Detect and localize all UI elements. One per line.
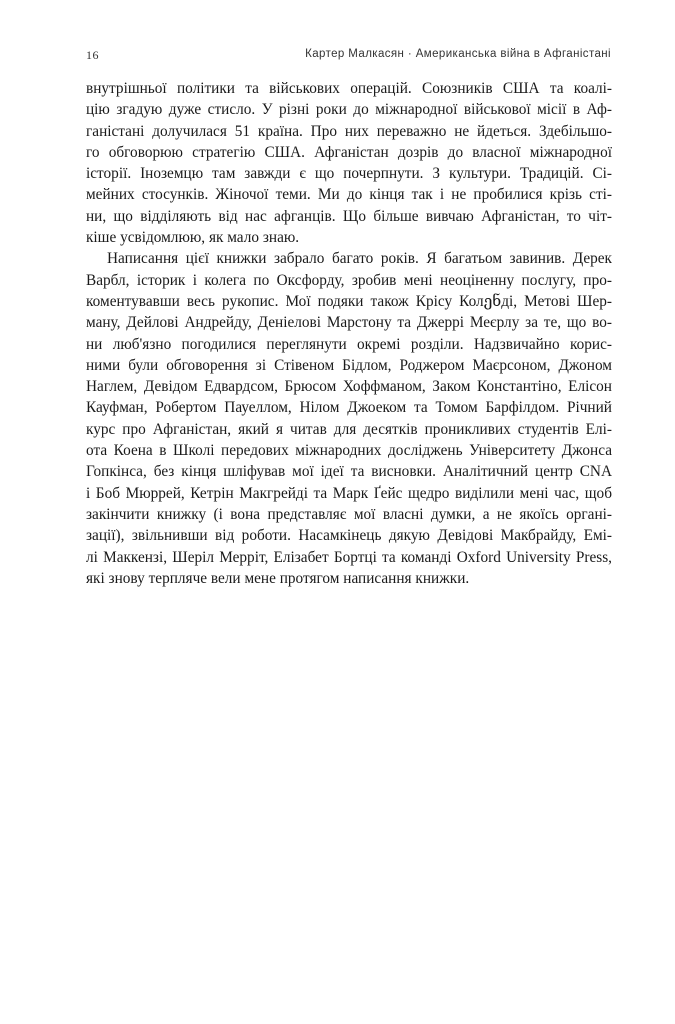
text-line: кіше усвідомлюю, як мало знаю.: [86, 229, 300, 247]
text-line: ганістані долучилася 51 країна. Про них переважно не йдеться. Здебільшо-: [86, 122, 612, 140]
page-number: 16: [86, 48, 99, 62]
text-line: Гопкінса, без кінця шліфував мої ідеї та висновки. Аналітичний центр CNA: [86, 463, 612, 481]
text-line: Варбл, історик і колега по Оксфорду, зробив мені неоціненну послугу, про-: [86, 271, 612, 289]
text-line: ни, що відділяють від нас афганців. Що більше вивчаю Афганістан, то чіт-: [86, 207, 612, 225]
text-line: курс про Афганістан, який я читав для десятків проникливих студентів Елі-: [86, 420, 612, 438]
text-line: зації), звільнивши від роботи. Насамкінець дякую Девідові Макбрайду, Емі-: [86, 527, 612, 545]
body-text: [86, 78, 612, 589]
text-line: лі Маккензі, Шеріл Мерріт, Елізабет Бортці та команді Oxford University Press,: [86, 548, 612, 566]
text-line: Наглем, Девідом Едвардсом, Брюсом Хоффманом, Заком Константіно, Елісон: [86, 378, 612, 396]
text-line: Кауфман, Робертом Пауеллом, Нілом Джоеком та Томом Барфілдом. Річний: [86, 399, 612, 417]
text-line: внутрішньої політики та військових операцій. Союзників США та коалі-: [86, 80, 612, 97]
paragraph: [86, 248, 612, 589]
text-line: коментувавши весь рукопис. Мої подяки також Крісу Колენді, Метові Шер-: [86, 292, 612, 310]
text-line: ними були обговорення зі Стівеном Бідлом, Роджером Маєрсоном, Джоном: [86, 356, 612, 374]
text-line: і Боб Мюррей, Кетрін Макгрейді та Марк Ґейс щедро виділили мені час, щоб: [86, 484, 612, 502]
text-line: історії. Іноземцю там завжди є що почерпнути. З культури. Традицій. Сі-: [86, 165, 612, 183]
text-line: цію згадую дуже стисло. У різні роки до міжнародної військової місії в Аф-: [86, 101, 612, 119]
text-line: ота Коена в Школі передових міжнародних досліджень Університету Джонса: [86, 442, 612, 460]
text-line: го обговорюю стратегію США. Афганістан дозрів до власної міжнародної: [86, 143, 612, 161]
text-line: мейних стосунків. Жіночої теми. Ми до кінця так і не пробилися крізь сті-: [86, 186, 612, 204]
running-title: Картер Малкасян · Американська війна в Афганістані: [305, 48, 611, 60]
text-line: ману, Дейлові Андрейду, Деніелові Марстону та Джеррі Меєрлу за те, що во-: [86, 314, 612, 332]
text-line: ни люб'язно погодилися переглянути окремі розділи. Надзвичайно корис-: [86, 335, 612, 353]
paragraph: [86, 78, 612, 248]
text-line: закінчити книжку (і вона представляє мої власні думки, а не якоїсь органі-: [86, 505, 612, 523]
running-head: [86, 48, 611, 64]
text-line: які знову терпляче вели мене протягом написання книжки.: [86, 569, 470, 587]
text-line: Написання цієї книжки забрало багато років. Я багатьом завинив. Дерек: [107, 250, 612, 268]
